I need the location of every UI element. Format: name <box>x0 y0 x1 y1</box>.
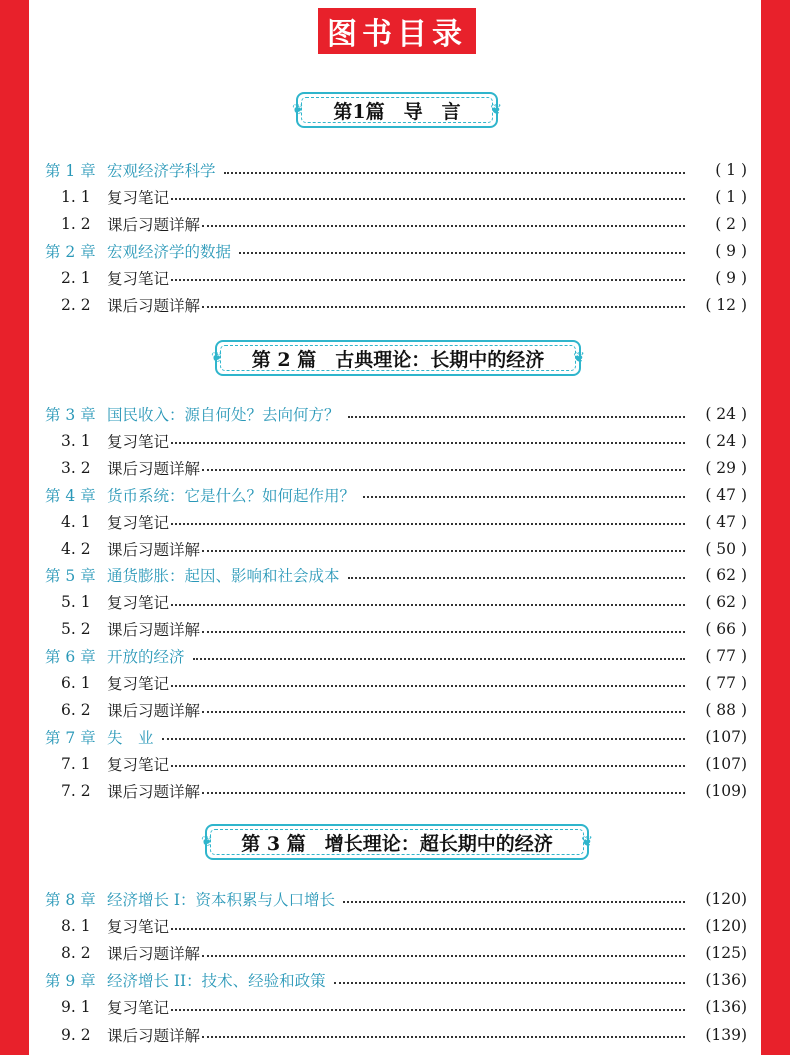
toc-page-number: ( 62 ) <box>705 566 747 585</box>
dot-leader <box>202 954 685 957</box>
toc-entry-number: 第 5 章 <box>45 567 96 586</box>
part-heading-3 <box>201 824 593 860</box>
toc-section-row[interactable] <box>45 778 747 804</box>
dot-leader <box>171 684 685 687</box>
toc-page-number: ( 66 ) <box>705 620 747 639</box>
left-red-border <box>0 0 29 1055</box>
dot-leader <box>363 495 685 498</box>
toc-page-number: (136) <box>705 998 747 1017</box>
toc-entry-title: 复习笔记 <box>107 594 170 613</box>
toc-entry-number: 第 1 章 <box>45 162 96 180</box>
toc-entry-number: 4. 1 <box>61 512 91 531</box>
toc-entry-number: 第 9 章 <box>45 972 96 991</box>
toc-section-row[interactable] <box>45 292 747 318</box>
toc-entry-number: 8. 2 <box>61 944 91 963</box>
toc-entry-number: 第 6 章 <box>45 648 96 667</box>
toc-entry-number: 6. 2 <box>61 700 91 719</box>
toc-page-number: ( 9 ) <box>715 268 747 287</box>
dot-leader <box>202 791 685 794</box>
toc-entry-title: 课后习题详解 <box>107 215 201 234</box>
dot-leader <box>202 224 685 227</box>
toc-page-number: ( 47 ) <box>705 485 747 504</box>
toc-page-number: (125) <box>705 944 747 963</box>
dot-leader <box>202 710 685 713</box>
toc-chapter-row[interactable] <box>45 238 747 264</box>
toc-entry-title: 复习笔记 <box>107 513 170 532</box>
toc-page-number: (139) <box>705 1025 747 1044</box>
toc-section-row[interactable] <box>45 589 747 615</box>
toc-section-row[interactable] <box>45 428 747 454</box>
dot-leader <box>171 1008 685 1011</box>
toc-entry-title: 课后习题详解 <box>107 945 201 964</box>
toc-entry-title: 课后习题详解 <box>107 621 201 640</box>
toc-entry-number: 9. 2 <box>61 1025 91 1044</box>
toc-page-number: ( 9 ) <box>715 241 747 260</box>
toc-entry-title: 课后习题详解 <box>107 701 201 720</box>
dot-leader <box>171 522 685 525</box>
toc-entry-title: 课后习题详解 <box>107 296 201 315</box>
toc-page-number: ( 62 ) <box>705 593 747 612</box>
dot-leader <box>202 549 685 552</box>
toc-section-row[interactable] <box>45 455 747 481</box>
part-heading-2 <box>211 340 585 376</box>
toc-entry-title: 宏观经济学科学 <box>107 162 216 180</box>
dot-leader <box>202 630 685 633</box>
dot-leader <box>348 415 685 418</box>
dot-leader <box>171 927 685 930</box>
dot-leader <box>162 737 685 740</box>
toc-entry-number: 4. 2 <box>61 539 91 558</box>
toc-entry-title: 开放的经济 <box>107 648 185 667</box>
toc-chapter-row[interactable] <box>45 724 747 750</box>
toc-chapter-row[interactable] <box>45 562 747 588</box>
toc-entry-title: 经济增长 II：技术、经验和政策 <box>107 972 326 991</box>
toc-page-number: ( 24 ) <box>705 431 747 450</box>
toc-entry-title: 课后习题详解 <box>107 782 201 801</box>
toc-entry-title: 宏观经济学的数据 <box>107 242 232 261</box>
toc-chapter-row[interactable] <box>45 967 747 993</box>
toc-page-number: ( 1 ) <box>715 161 747 179</box>
toc-entry-title: 复习笔记 <box>107 188 170 207</box>
toc-entry-title: 复习笔记 <box>107 918 170 937</box>
toc-entry-number: 3. 1 <box>61 431 91 450</box>
toc-entry-number: 7. 1 <box>61 754 91 773</box>
toc-entry-number: 第 2 章 <box>45 242 96 261</box>
toc-section-row[interactable] <box>45 751 747 777</box>
toc-page-number: ( 88 ) <box>705 700 747 719</box>
toc-page-number: (107) <box>705 754 747 773</box>
toc-page-number: (120) <box>705 917 747 936</box>
toc-section-row[interactable] <box>45 211 747 237</box>
toc-entry-title: 货币系统：它是什么？如何起作用？ <box>107 486 356 505</box>
part-heading-label: 第 2 篇 古典理论：长期中的经济 <box>251 348 545 371</box>
toc-entry-title: 复习笔记 <box>107 675 170 693</box>
dot-leader <box>171 197 685 200</box>
toc-entry-number: 6. 1 <box>61 674 91 692</box>
toc-page-number: ( 50 ) <box>705 539 747 558</box>
toc-page-number: (136) <box>705 971 747 990</box>
toc-entry-number: 7. 2 <box>61 781 91 800</box>
toc-chapter-row[interactable] <box>45 482 747 508</box>
dot-leader <box>193 657 685 660</box>
toc-page-number: ( 2 ) <box>715 214 747 233</box>
toc-page-number: (107) <box>705 727 747 746</box>
toc-chapter-row[interactable] <box>45 886 747 912</box>
page-title: 图书目录 <box>318 8 476 54</box>
toc-entry-title: 课后习题详解 <box>107 540 201 559</box>
toc-page-number: ( 29 ) <box>705 458 747 477</box>
toc-section-row[interactable] <box>45 670 747 696</box>
swirl-ornament-icon: ❦ <box>211 350 223 366</box>
toc-section-row[interactable] <box>45 940 747 966</box>
toc-entry-title: 复习笔记 <box>107 432 170 451</box>
toc-section-row[interactable] <box>45 184 747 210</box>
part-heading-1 <box>292 92 502 128</box>
dot-leader <box>224 171 685 174</box>
toc-entry-title: 课后习题详解 <box>107 459 201 478</box>
toc-entry-title: 复习笔记 <box>107 999 170 1018</box>
toc-entry-number: 1. 1 <box>61 187 91 206</box>
dot-leader <box>202 305 685 308</box>
toc-entry-title: 失 业 <box>107 728 154 747</box>
toc-page-number: (109) <box>705 781 747 800</box>
toc-chapter-row[interactable] <box>45 157 747 183</box>
dot-leader <box>171 764 685 767</box>
swirl-ornament-icon: ❦ <box>573 350 585 366</box>
toc-entry-number: 3. 2 <box>61 458 91 477</box>
swirl-ornament-icon: ❦ <box>490 102 502 118</box>
toc-entry-title: 经济增长 I：资本积累与人口增长 <box>107 891 336 909</box>
toc-chapter-row[interactable] <box>45 401 747 427</box>
swirl-ornament-icon: ❦ <box>292 102 304 118</box>
toc-section-row[interactable] <box>45 536 747 562</box>
toc-page-number: ( 77 ) <box>705 674 747 692</box>
dot-leader <box>348 576 685 579</box>
part-heading-label: 第1篇 导 言 <box>333 100 461 123</box>
toc-section-row[interactable] <box>45 697 747 723</box>
toc-page-number: ( 24 ) <box>705 405 747 423</box>
toc-entry-title: 复习笔记 <box>107 755 170 774</box>
right-red-border <box>761 0 790 1055</box>
swirl-ornament-icon: ❦ <box>201 834 213 850</box>
toc-entry-title: 通货膨胀：起因、影响和社会成本 <box>107 567 340 586</box>
toc-section-row[interactable] <box>45 994 747 1020</box>
dot-leader <box>171 603 685 606</box>
toc-entry-number: 5. 2 <box>61 620 91 639</box>
toc-chapter-row[interactable] <box>45 643 747 669</box>
toc-entry-number: 2. 1 <box>61 268 91 287</box>
toc-page-number: ( 12 ) <box>705 295 747 314</box>
toc-entry-number: 第 7 章 <box>45 728 96 747</box>
toc-entry-number: 8. 1 <box>61 917 91 936</box>
dot-leader <box>334 981 685 984</box>
toc-page-number: ( 77 ) <box>705 647 747 666</box>
toc-entry-number: 第 8 章 <box>45 891 96 909</box>
swirl-ornament-icon: ❦ <box>581 834 593 850</box>
dot-leader <box>343 900 685 903</box>
toc-entry-number: 第 4 章 <box>45 486 96 505</box>
toc-section-row[interactable] <box>45 1022 747 1048</box>
toc-section-row[interactable] <box>45 616 747 642</box>
toc-page-number: ( 47 ) <box>705 512 747 531</box>
toc-section-row[interactable] <box>45 265 747 291</box>
toc-entry-number: 1. 2 <box>61 214 91 233</box>
toc-entry-number: 5. 1 <box>61 593 91 612</box>
toc-entry-number: 9. 1 <box>61 998 91 1017</box>
toc-page-number: (120) <box>705 890 747 908</box>
dot-leader <box>171 278 685 281</box>
dot-leader <box>171 441 685 444</box>
toc-page-number: ( 1 ) <box>715 187 747 206</box>
toc-entry-title: 课后习题详解 <box>107 1026 201 1045</box>
toc-entry-title: 国民收入：源自何处？去向何方？ <box>107 406 340 424</box>
part-heading-label: 第 3 篇 增长理论：超长期中的经济 <box>241 832 553 855</box>
dot-leader <box>202 1035 685 1038</box>
toc-entry-number: 2. 2 <box>61 295 91 314</box>
toc-section-row[interactable] <box>45 913 747 939</box>
dot-leader <box>239 251 685 254</box>
dot-leader <box>202 468 685 471</box>
toc-entry-number: 第 3 章 <box>45 406 96 424</box>
toc-section-row[interactable] <box>45 509 747 535</box>
toc-entry-title: 复习笔记 <box>107 269 170 288</box>
